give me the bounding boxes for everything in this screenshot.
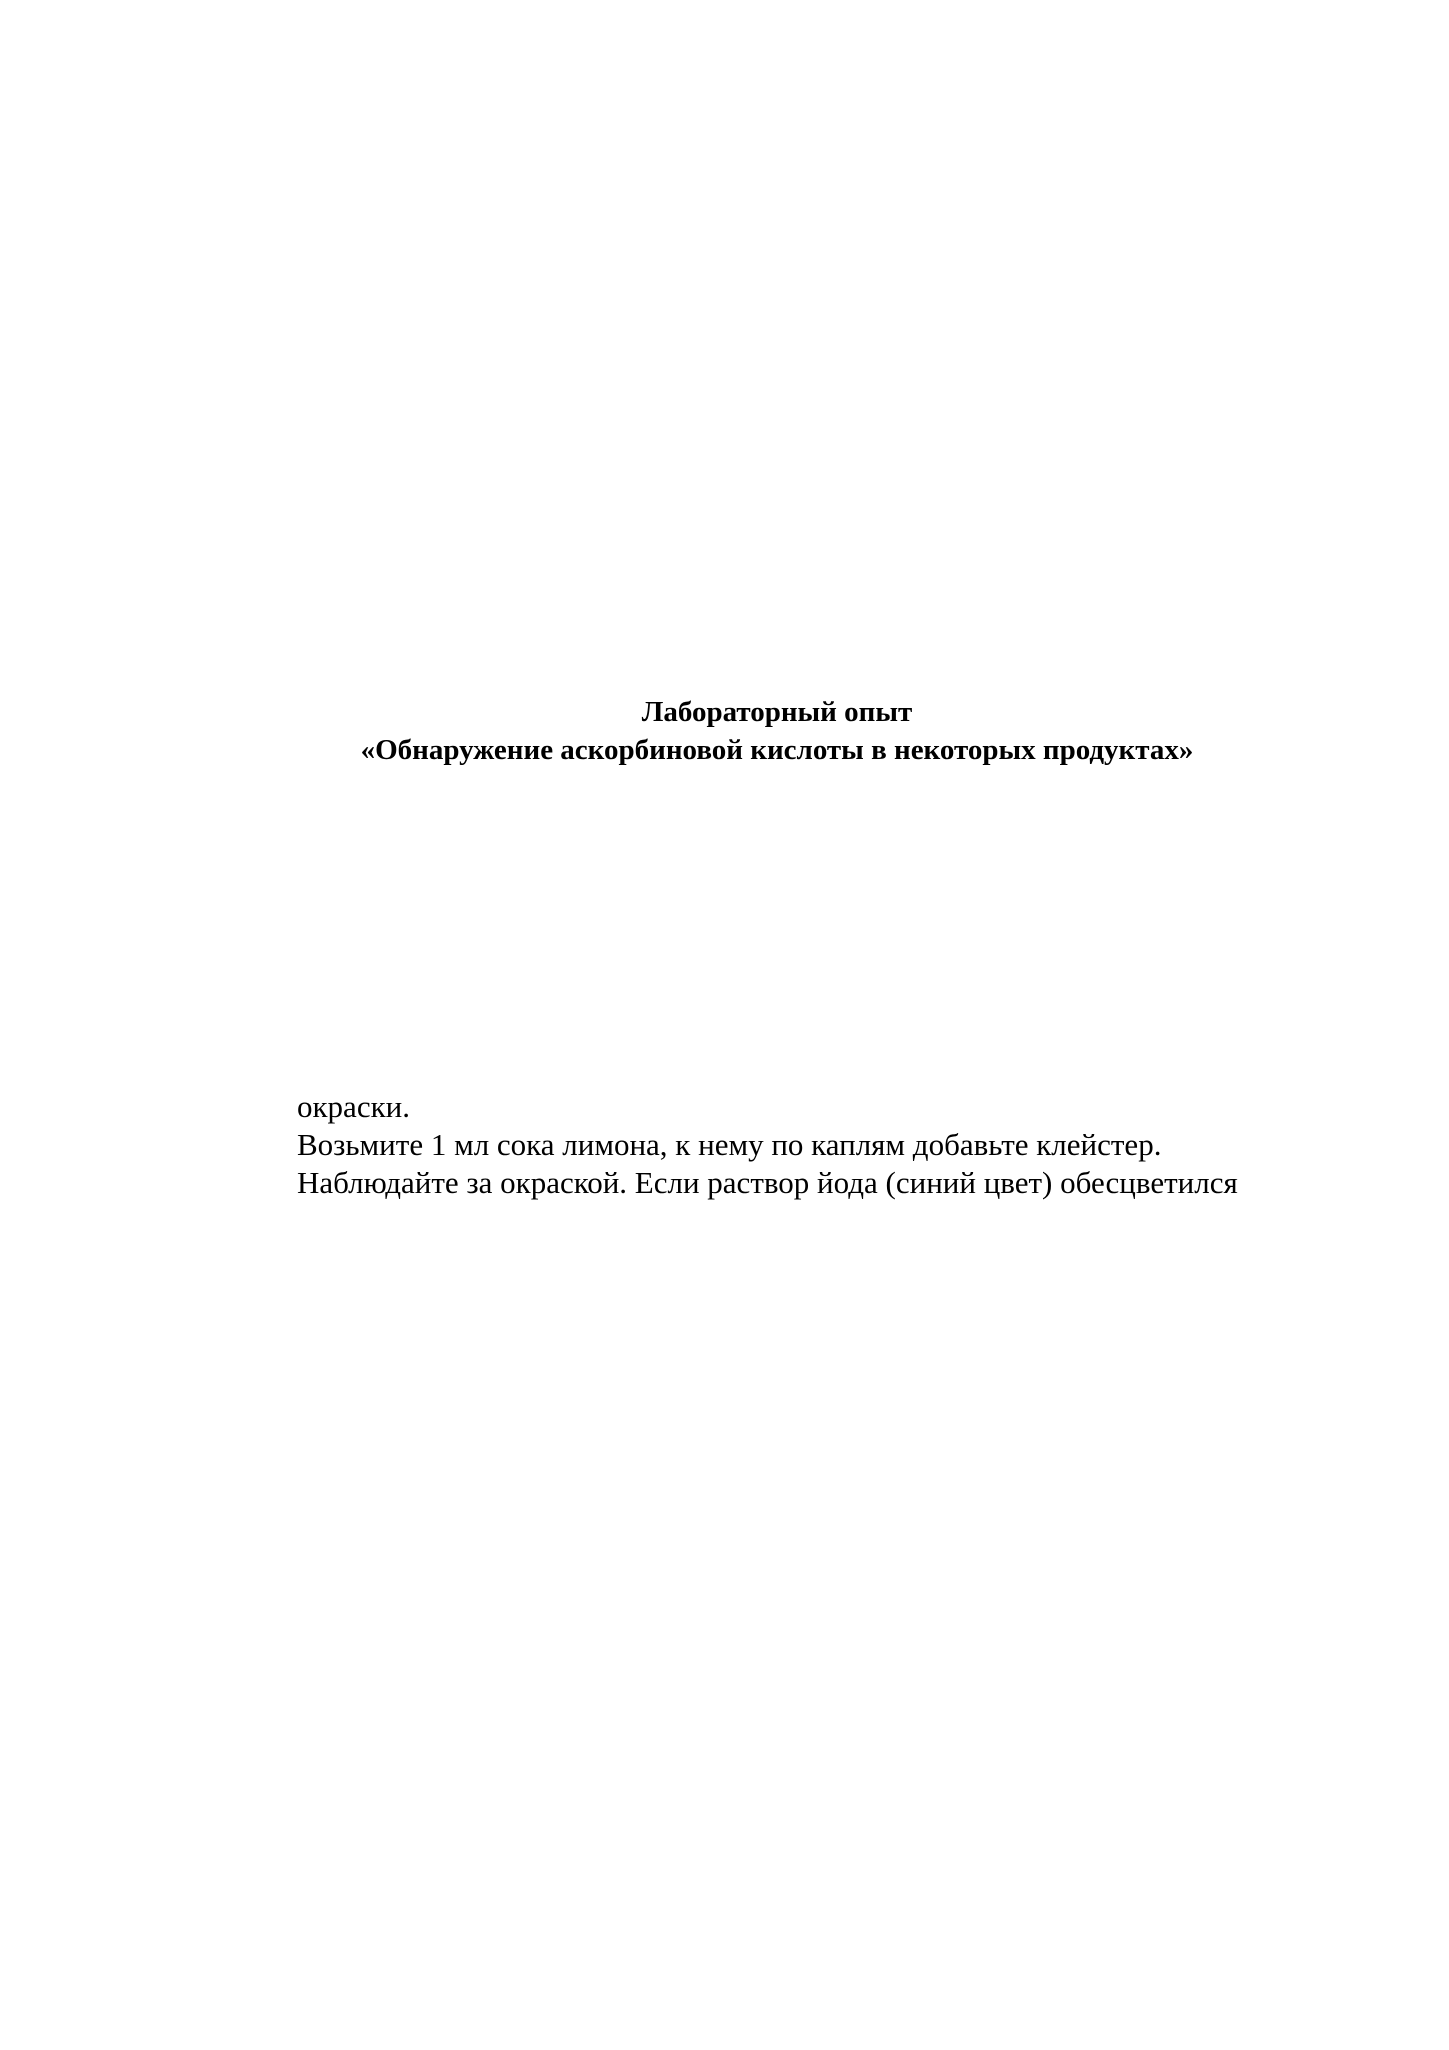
body-line-1: окраски. — [297, 1089, 410, 1124]
title-line-2: «Обнаружение аскорбиновой кислоты в некоторых продуктах» — [360, 734, 1194, 766]
body-line-3: Наблюдайте за окраской. Если раствор йода (синий цвет) обесцветился — [297, 1165, 1238, 1200]
document-title — [0, 693, 1449, 769]
body-line-2: Возьмите 1 мл сока лимона, к нему по каплям добавьте клейстер. — [297, 1127, 1162, 1162]
body-text — [297, 1088, 1417, 1202]
title-line-1: Лабораторный опыт — [641, 696, 913, 728]
